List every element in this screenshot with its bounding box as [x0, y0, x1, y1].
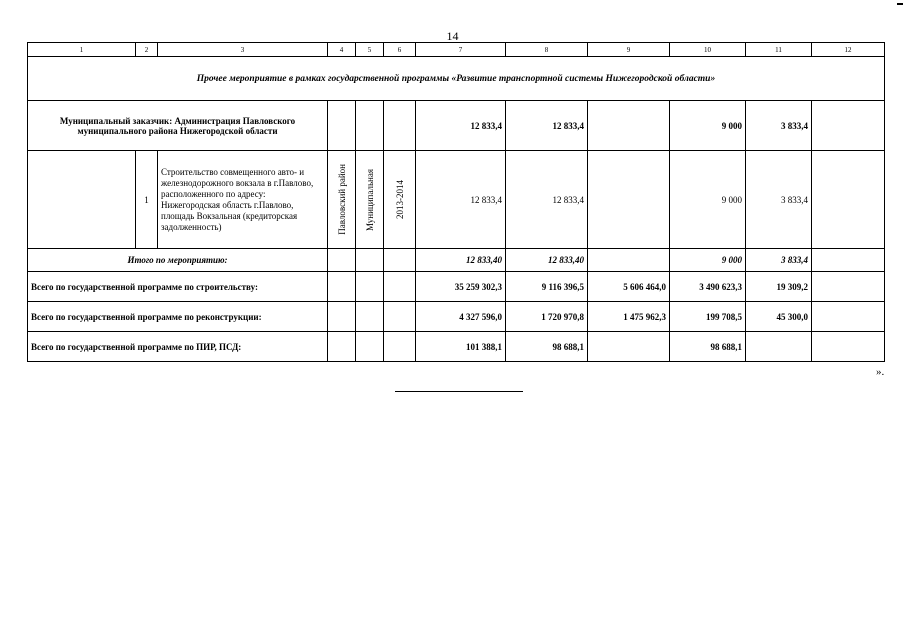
empty-cell: [328, 272, 356, 302]
summary-label: Всего по государственной программе по реконструкции:: [28, 302, 328, 332]
customer-label: Муниципальный заказчик: Администрация Павловского муниципального района Нижегородской области: [28, 101, 328, 151]
column-number-row: [28, 43, 885, 57]
project-number: 1: [136, 151, 158, 249]
empty-cell: [328, 249, 356, 272]
summary-row-design: [28, 332, 885, 362]
summary-col11: [746, 332, 812, 362]
summary-col9: 1 475 962,3: [588, 302, 670, 332]
column-number: 3: [158, 43, 328, 57]
summary-label: Всего по государственной программе по строительству:: [28, 272, 328, 302]
empty-cell: [356, 249, 384, 272]
customer-col11: 3 833,4: [746, 101, 812, 151]
empty-cell: [328, 302, 356, 332]
project-col11: 3 833,4: [746, 151, 812, 249]
customer-col12: [812, 101, 885, 151]
page-number: 14: [446, 29, 459, 43]
summary-col7: 4 327 596,0: [416, 302, 506, 332]
project-district: Павловский район: [336, 164, 347, 235]
project-ownership-cell: [356, 151, 384, 249]
summary-col9: [588, 332, 670, 362]
empty-cell: [328, 101, 356, 151]
column-number: 6: [384, 43, 416, 57]
empty-cell: [356, 302, 384, 332]
event-total-col12: [812, 249, 885, 272]
project-description: Строительство совмещенного авто- и железнодорожного вокзала в г.Павлово, расположенного по адресу: Нижегородская область г.Павлово, площадь Вокзальная (кредиторская задолженность): [158, 151, 328, 249]
empty-cell: [384, 272, 416, 302]
project-col8: 12 833,4: [506, 151, 588, 249]
empty-cell: [356, 101, 384, 151]
column-number: 4: [328, 43, 356, 57]
customer-col9: [588, 101, 670, 151]
project-ownership: Муниципальная: [364, 168, 375, 231]
project-col10: 9 000: [670, 151, 746, 249]
column-number: 8: [506, 43, 588, 57]
empty-cell: [356, 332, 384, 362]
summary-col8: 98 688,1: [506, 332, 588, 362]
event-total-col11: 3 833,4: [746, 249, 812, 272]
event-total-col10: 9 000: [670, 249, 746, 272]
summary-col12: [812, 302, 885, 332]
customer-col8: 12 833,4: [506, 101, 588, 151]
summary-col7: 101 388,1: [416, 332, 506, 362]
summary-col8: 9 116 396,5: [506, 272, 588, 302]
closing-quote: ».: [876, 366, 885, 378]
empty-cell: [384, 101, 416, 151]
event-total-row: [28, 249, 885, 272]
project-period-cell: [384, 151, 416, 249]
summary-col7: 35 259 302,3: [416, 272, 506, 302]
project-row: [28, 151, 885, 249]
summary-col12: [812, 272, 885, 302]
section-title: Прочее мероприятие в рамках государственной программы «Развитие транспортной системы Нижегородской области»: [28, 57, 885, 101]
empty-cell: [384, 249, 416, 272]
column-number: 11: [746, 43, 812, 57]
project-col9: [588, 151, 670, 249]
empty-cell: [356, 272, 384, 302]
empty-cell: [384, 332, 416, 362]
summary-row-reconstruction: [28, 302, 885, 332]
customer-col7: 12 833,4: [416, 101, 506, 151]
corner-mark: [897, 3, 903, 5]
project-district-cell: [328, 151, 356, 249]
summary-col8: 1 720 970,8: [506, 302, 588, 332]
column-number: 1: [28, 43, 136, 57]
empty-cell: [28, 151, 136, 249]
column-number: 10: [670, 43, 746, 57]
event-total-col9: [588, 249, 670, 272]
summary-col12: [812, 332, 885, 362]
project-col12: [812, 151, 885, 249]
summary-col9: 5 606 464,0: [588, 272, 670, 302]
summary-col11: 19 309,2: [746, 272, 812, 302]
section-row: [28, 57, 885, 101]
summary-row-construction: [28, 272, 885, 302]
column-number: 2: [136, 43, 158, 57]
summary-col10: 98 688,1: [670, 332, 746, 362]
customer-col10: 9 000: [670, 101, 746, 151]
empty-cell: [328, 332, 356, 362]
column-number: 5: [356, 43, 384, 57]
project-period: 2013-2014: [394, 180, 405, 219]
event-total-label: Итого по мероприятию:: [28, 249, 328, 272]
empty-cell: [384, 302, 416, 332]
bottom-rule: [395, 391, 523, 392]
project-col7: 12 833,4: [416, 151, 506, 249]
event-total-col8: 12 833,40: [506, 249, 588, 272]
column-number: 7: [416, 43, 506, 57]
summary-col10: 199 708,5: [670, 302, 746, 332]
column-number: 12: [812, 43, 885, 57]
budget-table: [27, 42, 885, 362]
column-number: 9: [588, 43, 670, 57]
summary-col11: 45 300,0: [746, 302, 812, 332]
customer-row: [28, 101, 885, 151]
summary-col10: 3 490 623,3: [670, 272, 746, 302]
event-total-col7: 12 833,40: [416, 249, 506, 272]
summary-label: Всего по государственной программе по ПИР, ПСД:: [28, 332, 328, 362]
